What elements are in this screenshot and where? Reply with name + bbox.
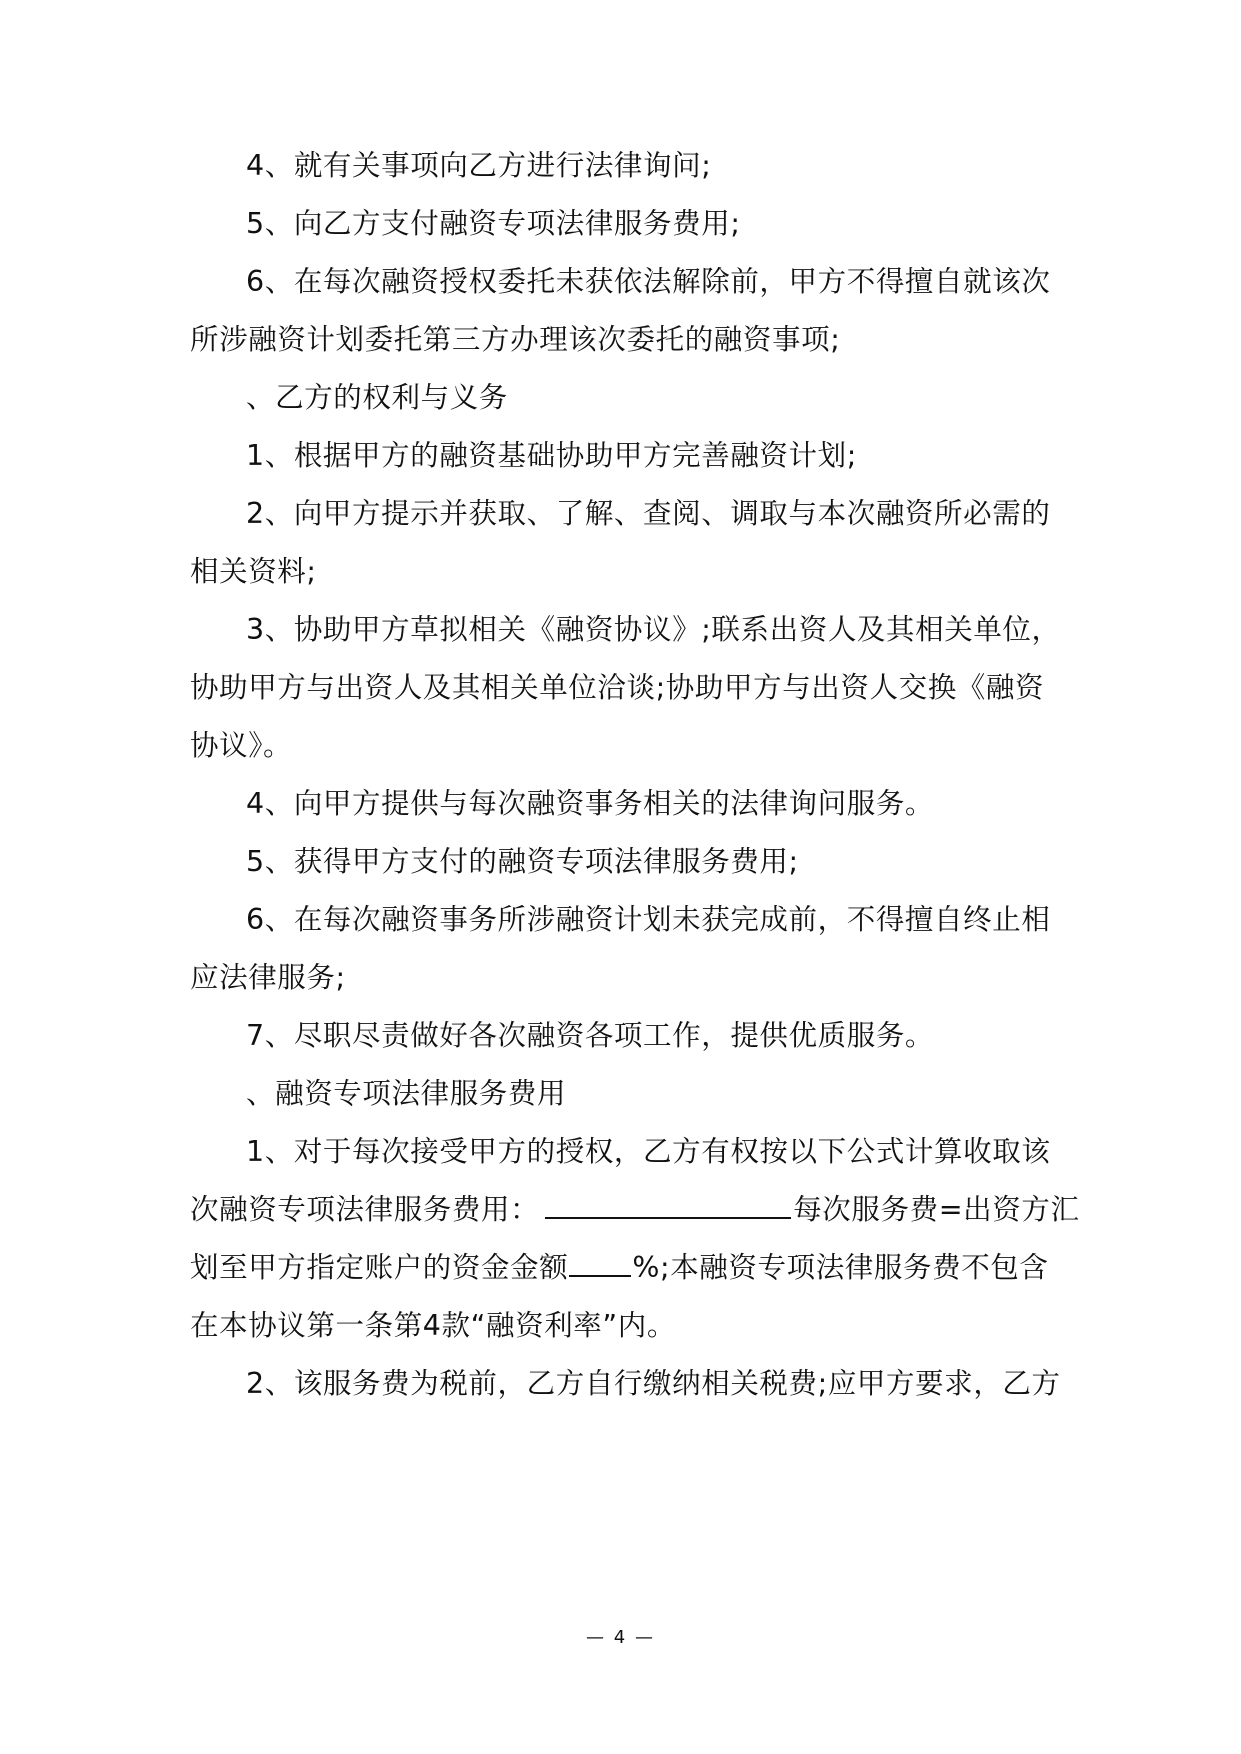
clause-b2-line1: 2、向甲方提示并获取、了解、查阅、调取与本次融资所必需的	[246, 497, 1051, 530]
clause-b5: 5、获得甲方支付的融资专项法律服务费用;	[246, 845, 799, 878]
clause-b3-line2: 协助甲方与出资人及其相关单位洽谈;协助甲方与出资人交换《融资	[190, 671, 1045, 704]
clause-a6-line2: 所涉融资计划委托第三方办理该次委托的融资事项;	[190, 323, 841, 356]
clause-b1: 1、根据甲方的融资基础协助甲方完善融资计划;	[246, 439, 857, 472]
clause-a6-line1: 6、在每次融资授权委托未获依法解除前，甲方不得擅自就该次	[246, 265, 1051, 298]
clause-c2-line1: 2、该服务费为税前，乙方自行缴纳相关税费;应甲方要求，乙方	[246, 1367, 1061, 1400]
clause-c1-line3-prefix: 划至甲方指定账户的资金金额	[190, 1251, 569, 1284]
fee-blank-field[interactable]	[545, 1191, 791, 1219]
clause-b4: 4、向甲方提供与每次融资事务相关的法律询问服务。	[246, 787, 935, 820]
clause-b6-line1: 6、在每次融资事务所涉融资计划未获完成前，不得擅自终止相	[246, 903, 1051, 936]
section-heading-b: 、乙方的权利与义务	[246, 381, 508, 414]
clause-b2-line2: 相关资料;	[190, 555, 317, 588]
clause-c1-line3-suffix: %;本融资专项法律服务费不包含	[632, 1251, 1049, 1284]
section-heading-c: 、融资专项法律服务费用	[246, 1077, 567, 1110]
percentage-blank-field[interactable]	[569, 1249, 631, 1277]
clause-c1-line3	[0, 1248, 1241, 1288]
clause-b3-line1: 3、协助甲方草拟相关《融资协议》;联系出资人及其相关单位，	[246, 613, 1061, 646]
clause-a5: 5、向乙方支付融资专项法律服务费用;	[246, 207, 741, 240]
clause-b3-line3: 协议》。	[190, 729, 293, 762]
clause-c1-line4: 在本协议第一条第4款“融资利率”内。	[190, 1309, 676, 1342]
clause-c1-line2-prefix: 次融资专项法律服务费用：	[190, 1193, 540, 1226]
clause-c1-line2-suffix: 每次服务费=出资方汇	[793, 1193, 1080, 1226]
clause-a4: 4、就有关事项向乙方进行法律询问;	[246, 149, 712, 182]
clause-c1-line2	[0, 1190, 1241, 1230]
clause-c1-line1: 1、对于每次接受甲方的授权，乙方有权按以下公式计算收取该	[246, 1135, 1051, 1168]
clause-b6-line2: 应法律服务;	[190, 961, 346, 994]
page-number: — 4 —	[586, 1627, 655, 1648]
clause-b7: 7、尽职尽责做好各次融资各项工作，提供优质服务。	[246, 1019, 935, 1052]
